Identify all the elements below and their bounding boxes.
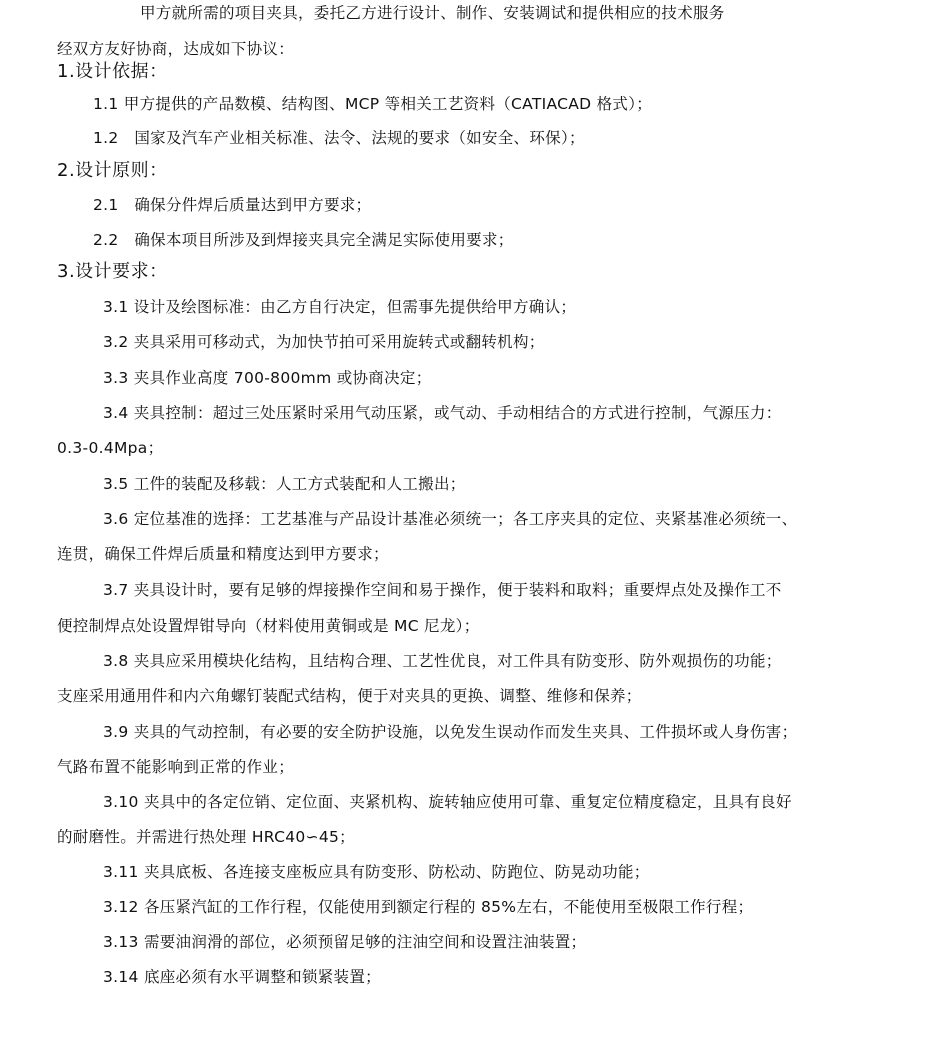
section-1-heading: 1.设计依据： <box>57 61 168 82</box>
intro-line-2: 经双方友好协商，达成如下协议： <box>57 40 295 58</box>
section-1-item: 1.2 国家及汽车产业相关标准、法令、法规的要求（如安全、环保）； <box>93 129 585 147</box>
intro-line-1: 甲方就所需的项目夹具，委托乙方进行设计、制作、安装调试和提供相应的技术服务 <box>140 4 725 22</box>
section-3-item: 3.9 夹具的气动控制，有必要的安全防护设施，以免发生误动作而发生夹具、工件损坏或人身伤害； <box>103 723 798 741</box>
section-3-item: 3.7 夹具设计时，要有足够的焊接操作空间和易于操作，便于装料和取料；重要焊点处及操作工不 <box>103 581 782 599</box>
section-3-item: 3.3 夹具作业高度 700-800mm 或协商决定； <box>103 369 432 387</box>
section-3-item-continuation: 0.3-0.4Mpa； <box>57 439 164 457</box>
section-3-item: 3.1 设计及绘图标准：由乙方自行决定，但需事先提供给甲方确认； <box>103 298 577 316</box>
section-3-heading: 3.设计要求： <box>57 261 168 282</box>
section-3-item: 3.6 定位基准的选择：工艺基准与产品设计基准必须统一；各工序夹具的定位、夹紧基准必须统一、 <box>103 510 798 528</box>
section-3-item: 3.2 夹具采用可移动式，为加快节拍可采用旋转式或翻转机构； <box>103 333 545 351</box>
section-3-item: 3.11 夹具底板、各连接支座板应具有防变形、防松动、防跑位、防晃动功能； <box>103 863 650 881</box>
section-3-item: 3.14 底座必须有水平调整和锁紧装置； <box>103 968 381 986</box>
section-3-item: 3.8 夹具应采用模块化结构，且结构合理、工艺性优良，对工件具有防变形、防外观损伤的功能； <box>103 652 782 670</box>
section-3-item: 3.12 各压紧汽缸的工作行程，仅能使用到额定行程的 85%左右，不能使用至极限工作行程； <box>103 898 754 916</box>
section-3-item: 3.5 工件的装配及移载：人工方式装配和人工搬出； <box>103 475 466 493</box>
section-3-item: 3.13 需要油润滑的部位，必须预留足够的注油空间和设置注油装置； <box>103 933 587 951</box>
section-1-item: 1.1 甲方提供的产品数模、结构图、MCP 等相关工艺资料（CATIACAD 格式）； <box>93 95 653 113</box>
section-3-item: 3.10 夹具中的各定位销、定位面、夹紧机构、旋转轴应使用可靠、重复定位精度稳定，且具有良好 <box>103 793 792 811</box>
section-3-item: 3.4 夹具控制：超过三处压紧时采用气动压紧，或气动、手动相结合的方式进行控制，气源压力： <box>103 404 782 422</box>
section-3-item-continuation: 连贯，确保工件焊后质量和精度达到甲方要求； <box>57 545 389 563</box>
section-3-item-continuation: 的耐磨性。并需进行热处理 HRC40∽45； <box>57 828 355 846</box>
section-3-item-continuation: 便控制焊点处设置焊钳导向（材料使用黄铜或是 MC 尼龙）； <box>57 617 480 635</box>
section-2-item: 2.2 确保本项目所涉及到焊接夹具完全满足实际使用要求； <box>93 231 514 249</box>
section-3-item-continuation: 气路布置不能影响到正常的作业； <box>57 758 295 776</box>
section-2-item: 2.1 确保分件焊后质量达到甲方要求； <box>93 196 372 214</box>
section-2-heading: 2.设计原则： <box>57 160 168 181</box>
section-3-item-continuation: 支座采用通用件和内六角螺钉装配式结构，便于对夹具的更换、调整、维修和保养； <box>57 687 642 705</box>
